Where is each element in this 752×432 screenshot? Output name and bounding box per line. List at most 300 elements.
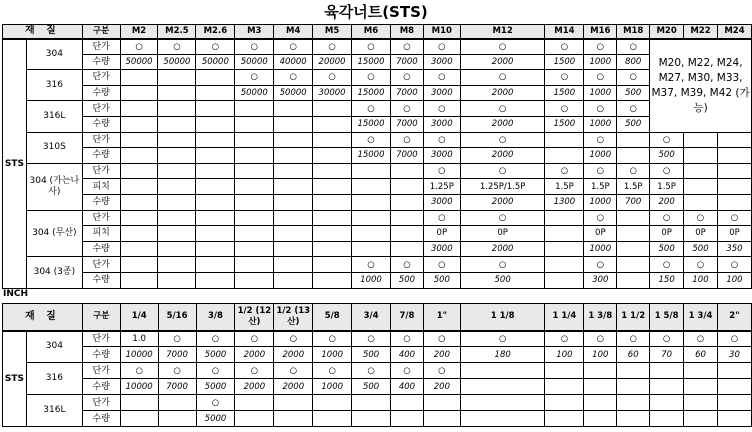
table-cell xyxy=(460,395,545,411)
header-size: 1 5/8 xyxy=(650,304,684,331)
table-cell xyxy=(390,210,423,226)
table-cell: ○ xyxy=(390,70,423,86)
table-cell: 1000 xyxy=(584,194,617,210)
table-cell xyxy=(235,148,274,164)
table-cell: 200 xyxy=(650,194,684,210)
table-cell: ○ xyxy=(584,163,617,179)
table-cell: 0P xyxy=(650,226,684,242)
table-cell: 500 xyxy=(617,116,650,132)
table-row xyxy=(3,54,752,70)
table-cell xyxy=(584,379,617,395)
table-cell xyxy=(545,395,584,411)
table-cell: ○ xyxy=(120,363,158,379)
table-row xyxy=(3,132,752,148)
table-cell: 1000 xyxy=(584,241,617,257)
table-cell xyxy=(120,241,158,257)
table-cell: ○ xyxy=(717,331,751,347)
grade-name: 304 xyxy=(26,331,82,363)
table-cell xyxy=(545,210,584,226)
table-cell xyxy=(235,257,274,273)
row-label: 단가 xyxy=(82,132,120,148)
table-header-row xyxy=(3,25,752,39)
table-cell xyxy=(158,395,196,411)
metric-nut-table xyxy=(2,24,752,289)
table-cell xyxy=(158,132,196,148)
table-cell xyxy=(313,194,352,210)
table-row xyxy=(3,70,752,86)
table-cell: 7000 xyxy=(390,116,423,132)
table-cell xyxy=(460,379,545,395)
grade-name: 316L xyxy=(26,395,82,427)
table-cell xyxy=(545,363,584,379)
table-row xyxy=(3,363,752,379)
table-cell: ○ xyxy=(352,39,391,55)
table-cell xyxy=(274,210,313,226)
table-cell: ○ xyxy=(617,163,650,179)
table-cell xyxy=(274,272,313,288)
table-cell: ○ xyxy=(274,70,313,86)
table-cell: 1500 xyxy=(545,116,584,132)
table-cell xyxy=(196,85,235,101)
table-cell: 0P xyxy=(423,226,460,242)
table-cell: 30 xyxy=(717,347,751,363)
row-label: 단가 xyxy=(82,257,120,273)
table-cell: 1000 xyxy=(352,272,391,288)
table-row xyxy=(3,210,752,226)
table-cell xyxy=(584,395,617,411)
header-size: 1/4 xyxy=(120,304,158,331)
table-cell xyxy=(684,379,718,395)
table-cell xyxy=(684,395,718,411)
table-cell xyxy=(460,411,545,427)
table-cell xyxy=(196,272,235,288)
table-cell xyxy=(684,194,718,210)
table-cell xyxy=(158,101,196,117)
header-size: M12 xyxy=(460,25,545,39)
table-cell: ○ xyxy=(460,163,545,179)
table-cell xyxy=(120,70,158,86)
row-label: 수량 xyxy=(82,241,120,257)
table-cell xyxy=(717,363,751,379)
table-cell: ○ xyxy=(617,101,650,117)
table-cell xyxy=(158,257,196,273)
table-cell xyxy=(196,210,235,226)
table-cell xyxy=(684,148,718,164)
table-cell xyxy=(717,179,751,195)
table-cell xyxy=(196,226,235,242)
inch-section-label: INCH xyxy=(3,289,29,299)
table-cell xyxy=(313,179,352,195)
table-cell: 3000 xyxy=(423,116,460,132)
header-size: M8 xyxy=(390,25,423,39)
table-cell: 1000 xyxy=(584,148,617,164)
table-cell: 1.5P xyxy=(650,179,684,195)
table-cell: ○ xyxy=(423,257,460,273)
table-cell: ○ xyxy=(196,39,235,55)
table-cell xyxy=(617,379,650,395)
table-cell: ○ xyxy=(460,257,545,273)
table-cell xyxy=(158,148,196,164)
table-cell xyxy=(274,148,313,164)
row-label: 단가 xyxy=(82,101,120,117)
table-cell: ○ xyxy=(423,163,460,179)
table-cell xyxy=(717,379,751,395)
table-cell: 1000 xyxy=(313,379,352,395)
table-cell xyxy=(196,116,235,132)
table-cell: 50000 xyxy=(196,54,235,70)
table-cell: 1500 xyxy=(545,54,584,70)
table-cell: 2000 xyxy=(235,379,274,395)
table-cell: ○ xyxy=(617,39,650,55)
table-cell xyxy=(120,194,158,210)
table-cell: ○ xyxy=(584,331,617,347)
table-cell xyxy=(196,163,235,179)
table-cell: ○ xyxy=(584,39,617,55)
table-cell xyxy=(313,411,352,427)
table-cell xyxy=(650,379,684,395)
table-cell: 7000 xyxy=(158,379,196,395)
page-title: 육각너트(STS) xyxy=(324,3,428,21)
table-cell xyxy=(545,148,584,164)
table-cell: ○ xyxy=(650,257,684,273)
table-cell xyxy=(352,194,391,210)
table-cell xyxy=(391,411,424,427)
header-size: M2.6 xyxy=(196,25,235,39)
table-cell xyxy=(158,272,196,288)
table-cell: ○ xyxy=(274,331,313,347)
table-row xyxy=(3,116,752,132)
table-cell: ○ xyxy=(390,257,423,273)
table-cell xyxy=(313,163,352,179)
table-cell: 30000 xyxy=(313,85,352,101)
header-size: M2 xyxy=(120,25,158,39)
table-cell: ○ xyxy=(274,39,313,55)
table-cell xyxy=(684,363,718,379)
table-cell: 15000 xyxy=(352,85,391,101)
table-cell: 200 xyxy=(423,379,460,395)
table-cell: 15000 xyxy=(352,54,391,70)
table-cell xyxy=(313,148,352,164)
table-cell: 1.25P xyxy=(423,179,460,195)
table-cell xyxy=(650,395,684,411)
table-cell xyxy=(235,179,274,195)
table-cell xyxy=(235,194,274,210)
header-size: 3/8 xyxy=(196,304,235,331)
header-size: M6 xyxy=(352,25,391,39)
table-cell: ○ xyxy=(423,363,460,379)
table-cell: 2000 xyxy=(460,116,545,132)
table-cell: 400 xyxy=(391,347,424,363)
table-row xyxy=(3,331,752,347)
table-cell: ○ xyxy=(313,39,352,55)
table-cell xyxy=(617,148,650,164)
table-cell xyxy=(545,241,584,257)
table-cell xyxy=(235,116,274,132)
table-cell xyxy=(313,226,352,242)
row-label: 수량 xyxy=(82,194,120,210)
header-size: M22 xyxy=(684,25,718,39)
table-cell: 50000 xyxy=(274,85,313,101)
table-row xyxy=(3,257,752,273)
table-cell xyxy=(235,272,274,288)
table-cell xyxy=(684,411,718,427)
table-cell: 1000 xyxy=(313,347,352,363)
table-cell: ○ xyxy=(460,132,545,148)
table-cell: ○ xyxy=(545,70,584,86)
row-label: 단가 xyxy=(82,331,120,347)
table-cell xyxy=(545,226,584,242)
table-cell xyxy=(196,179,235,195)
table-cell: ○ xyxy=(684,257,718,273)
table-cell xyxy=(235,395,274,411)
table-cell xyxy=(617,210,650,226)
table-cell xyxy=(120,411,158,427)
table-cell: ○ xyxy=(584,210,617,226)
table-cell: 3000 xyxy=(423,148,460,164)
table-cell: 2000 xyxy=(460,148,545,164)
table-cell xyxy=(274,179,313,195)
table-cell: 2000 xyxy=(460,85,545,101)
table-cell: ○ xyxy=(274,363,313,379)
header-size: 1 1/4 xyxy=(545,304,584,331)
table-cell: 20000 xyxy=(313,54,352,70)
table-cell xyxy=(545,257,584,273)
table-cell xyxy=(235,163,274,179)
row-label: 수량 xyxy=(82,347,120,363)
table-cell xyxy=(158,411,196,427)
table-cell xyxy=(352,395,391,411)
table-cell: ○ xyxy=(158,39,196,55)
table-cell: ○ xyxy=(617,70,650,86)
header-size: 3/4 xyxy=(352,304,391,331)
table-cell xyxy=(196,132,235,148)
table-cell: ○ xyxy=(196,395,235,411)
table-cell: ○ xyxy=(584,132,617,148)
table-cell: 2000 xyxy=(460,194,545,210)
header-size: M5 xyxy=(313,25,352,39)
table-cell xyxy=(274,411,313,427)
table-cell xyxy=(235,226,274,242)
table-cell: 1000 xyxy=(584,85,617,101)
table-cell: 5000 xyxy=(196,379,235,395)
table-cell xyxy=(460,363,545,379)
table-row xyxy=(3,85,752,101)
table-cell xyxy=(390,179,423,195)
table-cell: 2000 xyxy=(274,347,313,363)
table-cell xyxy=(390,163,423,179)
table-cell: ○ xyxy=(423,210,460,226)
table-cell xyxy=(391,395,424,411)
table-cell xyxy=(390,194,423,210)
table-cell: 1500 xyxy=(545,85,584,101)
table-cell: 2000 xyxy=(235,347,274,363)
table-cell xyxy=(120,395,158,411)
table-cell xyxy=(235,411,274,427)
table-header-row xyxy=(3,304,752,331)
table-cell xyxy=(423,411,460,427)
table-cell: 7000 xyxy=(390,85,423,101)
table-cell xyxy=(120,85,158,101)
table-cell: 500 xyxy=(352,347,391,363)
header-size: 2" xyxy=(717,304,751,331)
table-cell: ○ xyxy=(545,331,584,347)
table-cell: ○ xyxy=(235,331,274,347)
table-cell xyxy=(617,226,650,242)
grade-name: 304 (3종) xyxy=(26,257,82,288)
table-cell xyxy=(196,194,235,210)
table-cell xyxy=(196,101,235,117)
table-cell: 500 xyxy=(684,241,718,257)
table-cell xyxy=(352,179,391,195)
table-cell xyxy=(717,194,751,210)
table-cell xyxy=(650,411,684,427)
table-cell: 500 xyxy=(617,85,650,101)
table-cell: ○ xyxy=(352,101,391,117)
table-cell xyxy=(617,363,650,379)
row-label: 수량 xyxy=(82,379,120,395)
table-cell xyxy=(423,395,460,411)
header-size: M14 xyxy=(545,25,584,39)
table-cell: 10000 xyxy=(120,379,158,395)
table-cell xyxy=(313,132,352,148)
table-cell: ○ xyxy=(717,257,751,273)
row-label: 수량 xyxy=(82,85,120,101)
header-size: 5/16 xyxy=(158,304,196,331)
table-cell: ○ xyxy=(391,363,424,379)
table-row xyxy=(3,101,752,117)
table-cell: ○ xyxy=(196,331,235,347)
table-cell: ○ xyxy=(650,132,684,148)
table-cell: 7000 xyxy=(158,347,196,363)
table-cell: 0P xyxy=(717,226,751,242)
row-label: 수량 xyxy=(82,272,120,288)
table-cell: ○ xyxy=(390,101,423,117)
grade-name: 316 xyxy=(26,363,82,395)
table-row xyxy=(3,347,752,363)
table-row xyxy=(3,395,752,411)
grade-name: 304 xyxy=(26,39,82,70)
table-cell xyxy=(717,148,751,164)
table-cell xyxy=(196,241,235,257)
table-cell xyxy=(120,257,158,273)
table-cell: 800 xyxy=(617,54,650,70)
table-cell: 50000 xyxy=(235,85,274,101)
table-cell xyxy=(352,163,391,179)
table-cell: ○ xyxy=(313,363,352,379)
table-cell: ○ xyxy=(120,39,158,55)
table-cell: ○ xyxy=(235,363,274,379)
table-cell xyxy=(717,132,751,148)
table-cell xyxy=(120,272,158,288)
table-cell: ○ xyxy=(313,331,352,347)
table-cell xyxy=(158,163,196,179)
row-label: 단가 xyxy=(82,39,120,55)
table-cell: ○ xyxy=(460,70,545,86)
table-cell: 350 xyxy=(717,241,751,257)
table-cell xyxy=(617,395,650,411)
table-cell xyxy=(617,257,650,273)
header-size: M10 xyxy=(423,25,460,39)
table-cell xyxy=(717,411,751,427)
table-cell xyxy=(313,101,352,117)
table-cell: ○ xyxy=(584,70,617,86)
table-cell xyxy=(650,363,684,379)
table-cell xyxy=(313,272,352,288)
header-size: 1/2 (12산) xyxy=(235,304,274,331)
grade-name: 304 (가는나사) xyxy=(26,163,82,210)
table-cell: 1.5P xyxy=(617,179,650,195)
table-cell xyxy=(120,226,158,242)
table-cell: ○ xyxy=(235,39,274,55)
header-size: 1/2 (13산) xyxy=(274,304,313,331)
table-cell: 7000 xyxy=(390,54,423,70)
table-cell: 500 xyxy=(352,379,391,395)
table-cell xyxy=(120,101,158,117)
table-cell xyxy=(120,210,158,226)
grade-name: 310S xyxy=(26,132,82,163)
table-cell: ○ xyxy=(352,132,391,148)
table-cell xyxy=(352,241,391,257)
grade-name: 316L xyxy=(26,101,82,132)
header-size: 1 3/4 xyxy=(684,304,718,331)
table-cell xyxy=(313,257,352,273)
table-cell: 7000 xyxy=(390,148,423,164)
table-cell: ○ xyxy=(650,331,684,347)
header-type: 구분 xyxy=(82,25,120,39)
table-cell xyxy=(274,257,313,273)
table-cell: ○ xyxy=(545,163,584,179)
table-cell: ○ xyxy=(352,70,391,86)
table-cell: 1000 xyxy=(584,116,617,132)
header-material: 재 질 xyxy=(3,25,83,39)
material-group: STS xyxy=(3,39,27,289)
table-cell: ○ xyxy=(158,363,196,379)
table-cell: 2000 xyxy=(274,379,313,395)
table-cell xyxy=(313,210,352,226)
row-label: 수량 xyxy=(82,116,120,132)
table-cell: ○ xyxy=(650,163,684,179)
table-cell xyxy=(158,194,196,210)
table-cell: 200 xyxy=(423,347,460,363)
table-cell xyxy=(545,411,584,427)
table-cell: 500 xyxy=(460,272,545,288)
table-cell: ○ xyxy=(460,331,545,347)
table-row xyxy=(3,163,752,179)
table-cell: 150 xyxy=(650,272,684,288)
table-cell xyxy=(617,241,650,257)
row-label: 단가 xyxy=(82,163,120,179)
table-cell: 5000 xyxy=(196,347,235,363)
table-cell: 500 xyxy=(390,272,423,288)
table-cell: ○ xyxy=(423,70,460,86)
header-size: 1 1/2 xyxy=(617,304,650,331)
table-cell xyxy=(274,163,313,179)
table-cell xyxy=(120,179,158,195)
table-cell: ○ xyxy=(423,39,460,55)
table-cell xyxy=(274,194,313,210)
table-cell: 500 xyxy=(650,241,684,257)
table-cell: 70 xyxy=(650,347,684,363)
header-material: 재 질 xyxy=(3,304,83,331)
table-cell xyxy=(352,411,391,427)
table-cell: 400 xyxy=(391,379,424,395)
header-size: 1" xyxy=(423,304,460,331)
table-cell xyxy=(235,132,274,148)
row-label: 단가 xyxy=(82,210,120,226)
table-cell: 100 xyxy=(684,272,718,288)
grade-name: 304 (무산) xyxy=(26,210,82,257)
table-cell: 100 xyxy=(545,347,584,363)
